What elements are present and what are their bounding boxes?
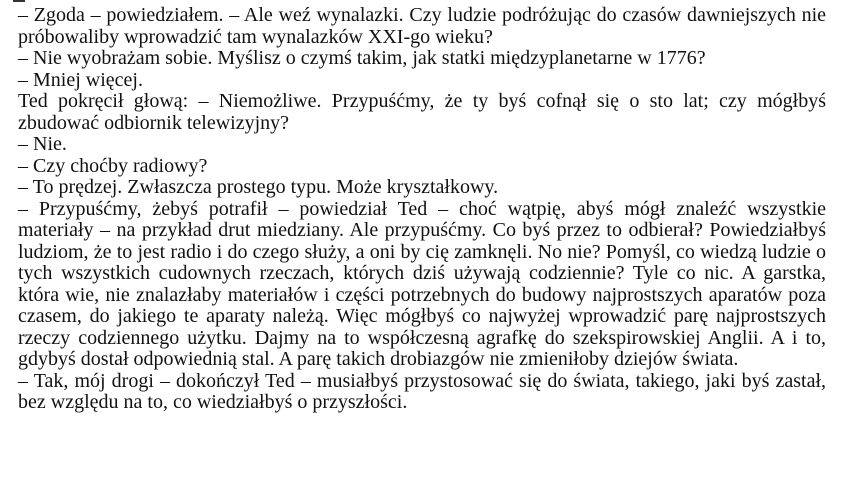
paragraph-4: Ted pokręcił głową: – Niemożliwe. Przypuśćmy, że ty byś cofnął się o sto lat; czy mógłbyś zbudować odbiornik telewizyjny? <box>18 90 826 134</box>
paragraph-1: – Zgoda – powiedziałem. – Ale weź wynalazki. Czy ludzie podróżując do czasów dawniejszych nie próbowaliby wprowadzić tam wynalazków XXI-go wieku? <box>18 4 826 48</box>
paragraph-5: – Nie. <box>18 133 67 155</box>
page-corner-mark <box>13 0 25 2</box>
paragraph-7: – To prędzej. Zwłaszcza prostego typu. Może kryształkowy. <box>18 176 499 198</box>
paragraph-3: – Mniej więcej. <box>18 68 143 91</box>
paragraph-8: – Przypuśćmy, żebyś potrafił – powiedział Ted – choć wątpię, abyś mógł znaleźć wszystkie materiały – na przykład drut miedziany. Ale przypuśćmy. Co byś przez to odbierał? Powiedziałbyś ludziom, że to jest radio i do czego służy, a oni by cię zamknęli. No nie? Pomyśl, co wiedzą ludzie o tych wszystkich cudownych rzeczach, których dziś używają codziennie? Tyle co nic. A garstka, która wie, nie znalazłaby materiałów i części potrzebnych do budowy najprostszych aparatów poza czasem, do jakiego te aparaty należą. Więc mógłbyś co najwyżej wprowadzić parę najprostszych rzeczy codziennego użytku. Dajmy na to współczesną agrafkę do szekspirowskiej Anglii. A i to, gdybyś dostał odpowiednią stal. A parę takich drobiazgów nie zmieniłoby dziejów świata. <box>18 197 826 370</box>
document-page <box>18 5 826 414</box>
paragraph-9: – Tak, mój drogi – dokończył Ted – musiałbyś przystosować się do świata, takiego, jaki byś zastał, bez względu na to, co wiedziałbyś o przyszłości. <box>18 369 826 413</box>
paragraph-6: – Czy choćby radiowy? <box>18 154 208 177</box>
paragraph-2: – Nie wyobrażam sobie. Myślisz o czymś takim, jak statki międzyplanetarne w 1776? <box>18 47 706 69</box>
